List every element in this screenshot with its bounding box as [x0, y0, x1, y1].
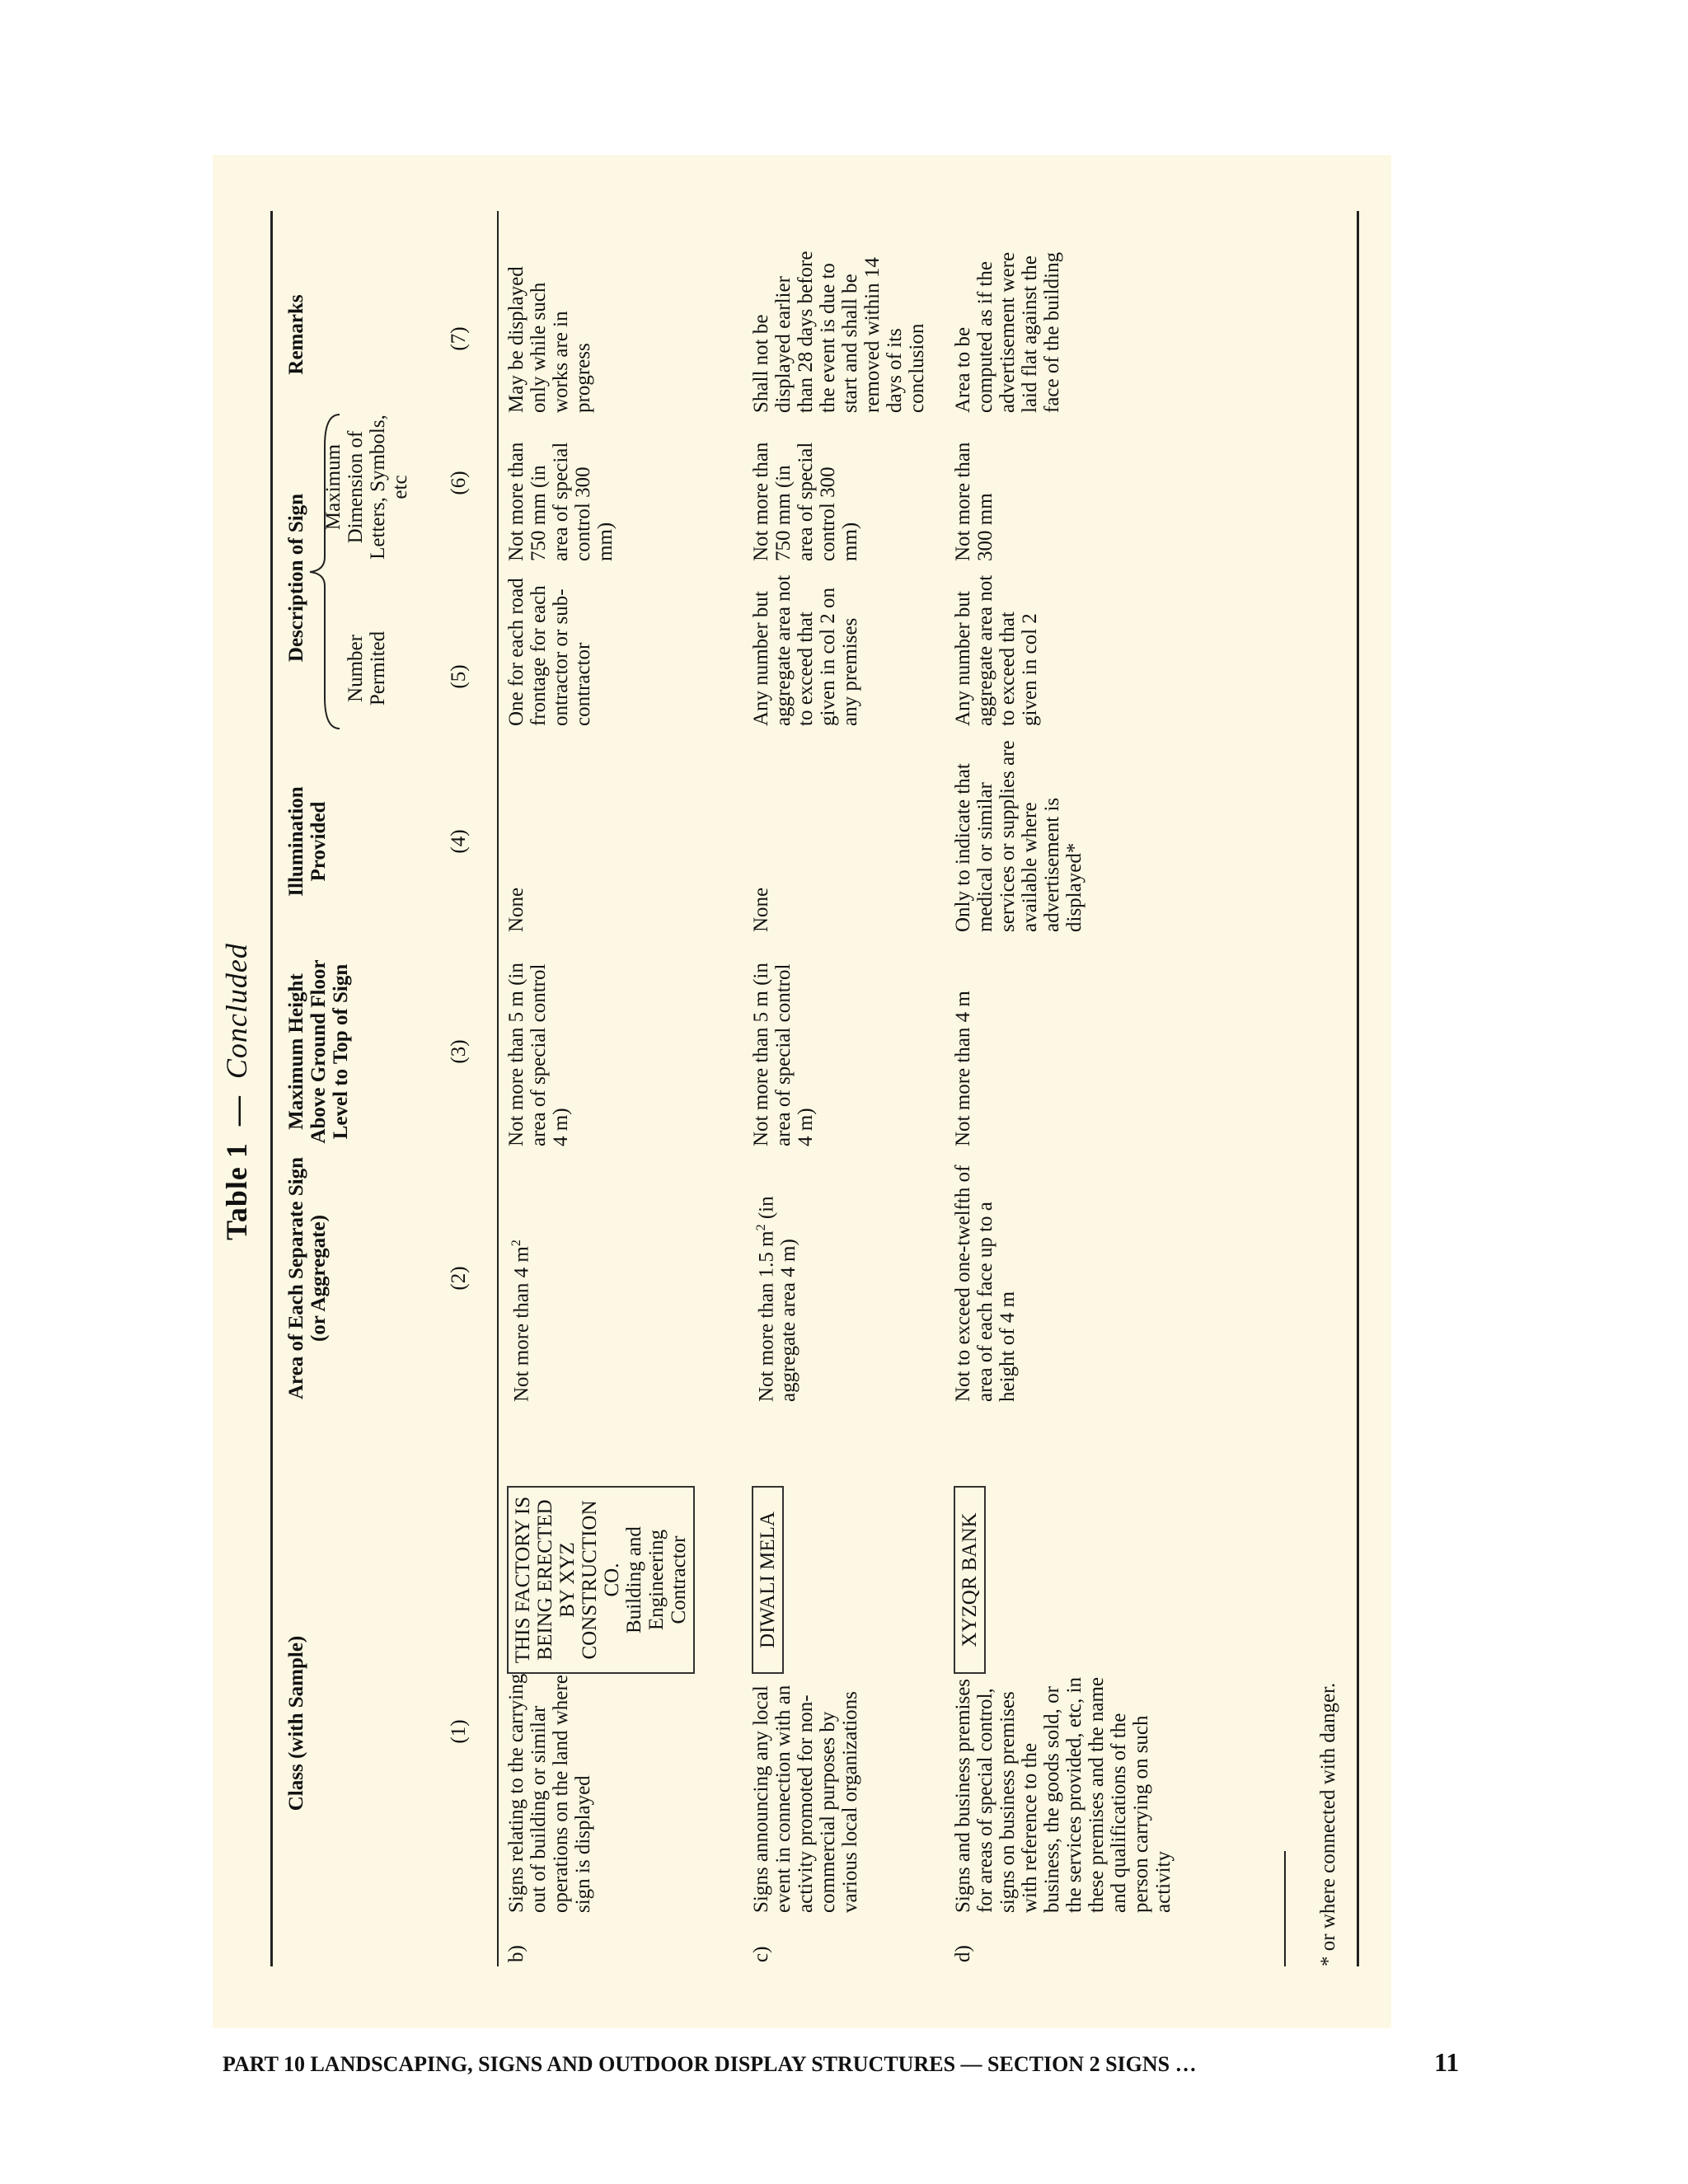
colnum-2: (2) — [448, 1266, 470, 1291]
row-label: d) — [952, 1945, 974, 1962]
header-description: Description of Sign — [285, 493, 307, 663]
height-cell: Not more than 4 m — [952, 991, 974, 1146]
remarks-cell: Area to be computed as if the advertisement were laid flat against the face of the building — [952, 251, 1063, 413]
page-number: 11 — [1434, 2047, 1460, 2077]
colnum-3: (3) — [448, 1039, 470, 1064]
colnum-5: (5) — [448, 664, 470, 689]
class-text: Signs relating to the carrying out of building or similar operations on the land where sign is displayed — [505, 1673, 594, 1913]
footnote-rule — [1284, 1851, 1286, 1966]
colnum-1: (1) — [448, 1719, 470, 1744]
header-rule — [497, 211, 499, 1966]
class-text: Signs and business premises for areas of special control, signs on business premises with reference to the business, the goods sold, or the services provided, etc, in these premises and the name and qualifications of the person carrying on such activity — [952, 1676, 1175, 1913]
bottom-rule — [1357, 211, 1359, 1966]
dimension-cell: Not more than 300 mm — [952, 442, 996, 561]
area-cell: Not to exceed one-twelfth of area of each face up to a height of 4 m — [952, 1165, 1019, 1402]
header-class: Class (with Sample) — [285, 1635, 307, 1811]
dimension-cell: Not more than 750 mm (in area of special control 300 mm) — [505, 442, 617, 561]
class-text: Signs announcing any local event in connection with an activity promoted for non-commercial purposes by various local organizations — [750, 1685, 861, 1913]
illumination-cell: None — [505, 887, 528, 932]
header-illumination: Illumination Provided — [285, 786, 330, 897]
colnum-4: (4) — [448, 829, 470, 854]
colnum-7: (7) — [448, 326, 470, 351]
area-cell: Not more than 4 $m^2$ — [509, 1240, 533, 1402]
running-footer: PART 10 LANDSCAPING, SIGNS AND OUTDOOR DISPLAY STRUCTURES — SECTION 2 SIGNS … — [223, 2052, 1197, 2076]
remarks-cell: Shall not be displayed earlier than 28 days before the event is due to start and shall be removed within 14 days of its conclusion — [750, 251, 928, 413]
number-cell: Any number but aggregate area not to exceed that given in col 2 — [952, 574, 1041, 726]
header-number: Number Permited — [345, 630, 389, 706]
area-cell: Not more than 1.5 $m^2$ (in aggregate area 4 m) — [754, 1196, 800, 1402]
table-title: Table 1 — Concluded — [220, 943, 253, 1240]
row-label: b) — [505, 1945, 528, 1962]
number-cell: Any number but aggregate area not to exceed that given in col 2 on any premises — [750, 574, 861, 726]
header-dimension: Maximum Dimension of Letters, Symbols, etc — [322, 415, 411, 560]
footnote: * or where connected with danger. — [1317, 1682, 1339, 1966]
illumination-cell: Only to indicate that medical or similar services or supplies are available where advertisement is displayed* — [952, 740, 1085, 932]
header-height: Maximum Height Above Ground Floor Level to Top of Sign — [285, 959, 352, 1144]
rotated-table — [213, 155, 1391, 2028]
height-cell: Not more than 5 m (in area of special control 4 m) — [505, 963, 572, 1146]
sample-sign: THIS FACTORY IS BEING ERECTED BY XYZ CONSTRUCTION CO. Building and Engineering Contractor — [507, 1486, 695, 1674]
row-label: c) — [750, 1946, 772, 1962]
dimension-cell: Not more than 750 mm (in area of special control 300 mm) — [750, 442, 861, 561]
colnum-6: (6) — [448, 471, 470, 495]
number-cell: One for each road frontage for each ontractor or sub-contractor — [505, 578, 594, 726]
top-rule — [270, 211, 273, 1966]
sample-sign: XYZQR BANK — [954, 1486, 986, 1674]
header-remarks: Remarks — [285, 294, 307, 375]
remarks-cell: May be displayed only while such works are in progress — [505, 266, 594, 413]
illumination-cell: None — [750, 887, 772, 932]
height-cell: Not more than 5 m (in area of special control 4 m) — [750, 963, 817, 1146]
header-area: Area of Each Separate Sign (or Aggregate) — [285, 1157, 330, 1399]
sample-sign: DIWALI MELA — [752, 1486, 784, 1674]
